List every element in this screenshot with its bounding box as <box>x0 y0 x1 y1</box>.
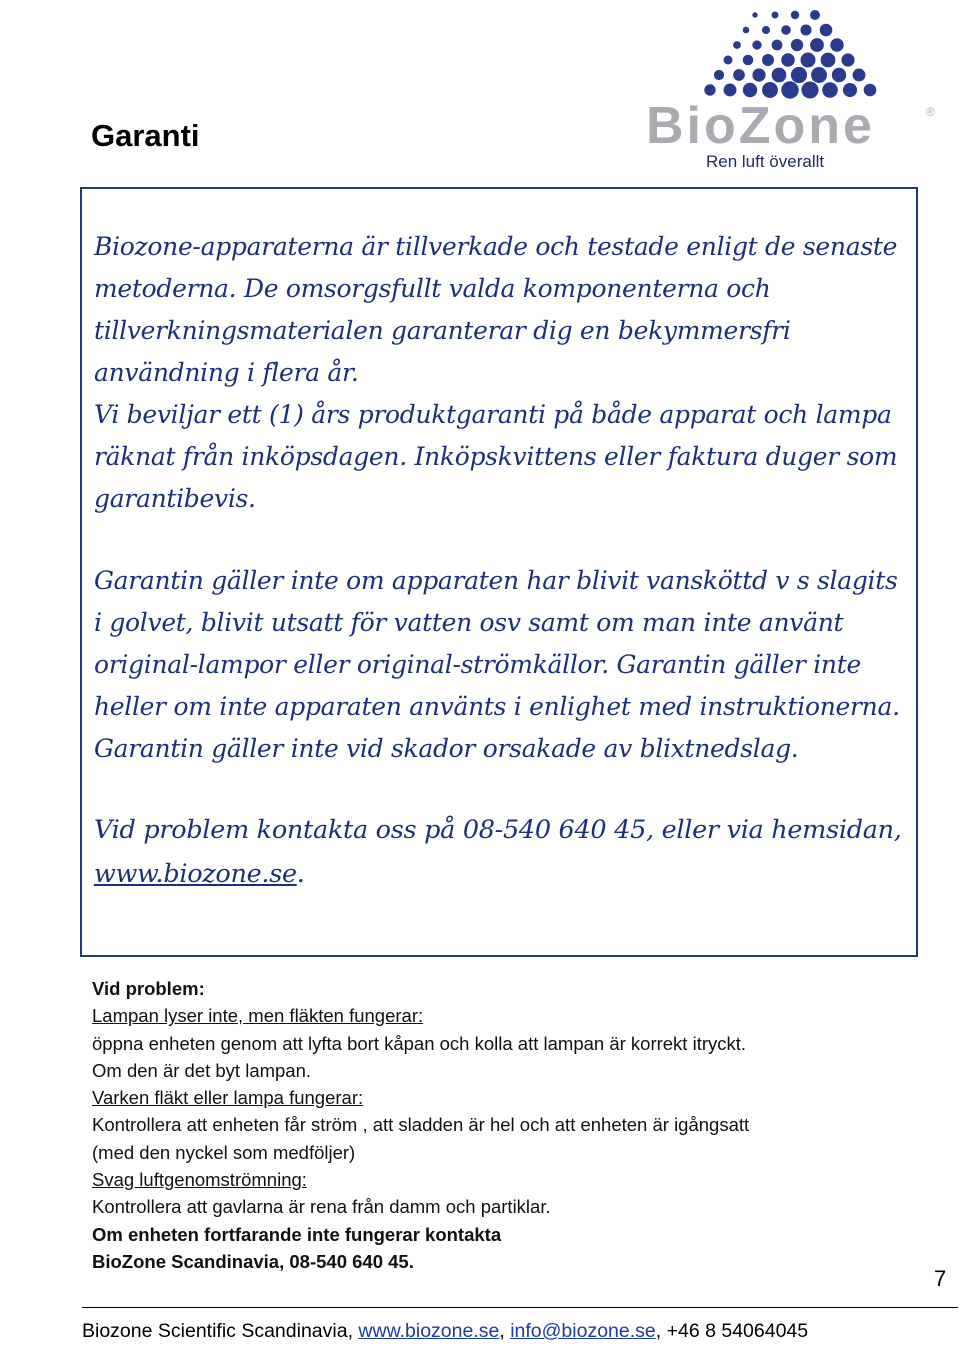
logo-dot <box>781 53 795 67</box>
logo-dot <box>752 68 765 81</box>
case-3-text: Kontrollera att gavlarna är rena från damm och partiklar. <box>92 1196 551 1218</box>
biozone-logo <box>640 4 940 174</box>
footer-divider <box>82 1307 958 1308</box>
logo-dot <box>864 84 877 97</box>
text-line: räknat från inköpsdagen. Inköpskvittens eller faktura duger som <box>94 442 898 471</box>
logo-dot <box>830 38 844 52</box>
logo-dot <box>752 40 761 49</box>
logo-dot <box>714 70 724 80</box>
logo-dot <box>791 39 803 51</box>
website-link[interactable]: www.biozone.se <box>94 859 297 889</box>
final-contact-text: Om enheten fortfarande inte fungerar kontakta <box>92 1223 502 1245</box>
logo-dot <box>704 84 715 95</box>
text-line: användning i flera år. <box>94 358 359 387</box>
logo-dot-pattern-icon <box>700 4 930 99</box>
troubleshooting-section <box>92 975 932 1275</box>
troubleshoot-heading: Vid problem: <box>92 978 205 999</box>
footer-company: Biozone Scientific Scandinavia, <box>82 1320 359 1342</box>
logo-dot <box>772 12 779 19</box>
text-line: original-lampor eller original-strömkällor. Garantin gäller inte <box>94 650 861 679</box>
logo-dot <box>820 24 833 37</box>
text-line: Vi beviljar ett (1) års produktgaranti på både apparat och lampa <box>94 400 892 429</box>
contact-link-line <box>94 852 906 896</box>
contact-period: . <box>296 859 305 889</box>
text-line: metoderna. De omsorgsfullt valda komponenterna och <box>94 274 771 303</box>
footer-phone: , +46 8 54064045 <box>655 1320 809 1342</box>
text-line: Garantin gäller inte vid skador orsakade av blixtnedslag. <box>94 734 799 763</box>
logo-wordmark-text: BioZone <box>646 100 875 150</box>
warranty-paragraph-2 <box>94 560 906 770</box>
logo-dot <box>801 81 818 98</box>
logo-dot <box>853 69 866 82</box>
logo-dot <box>733 41 741 49</box>
final-contact-text: BioZone Scandinavia, 08-540 640 45. <box>92 1250 414 1272</box>
footer-email-link[interactable]: info@biozone.se <box>510 1320 656 1342</box>
text-line: heller om inte apparaten använts i enlighet med instruktionerna. <box>94 692 900 721</box>
logo-dot <box>772 40 783 51</box>
case-2-title: Varken fläkt eller lampa fungerar: <box>92 1087 364 1109</box>
logo-dot <box>743 27 750 34</box>
logo-dot <box>762 82 778 98</box>
logo-dot <box>724 84 737 97</box>
logo-dot <box>822 82 838 98</box>
logo-dot <box>791 11 799 19</box>
logo-dot <box>821 53 836 68</box>
contact-paragraph <box>94 808 906 896</box>
logo-dot <box>772 68 787 83</box>
logo-dot <box>810 38 824 52</box>
logo-dot <box>843 83 857 97</box>
page-number: 7 <box>934 1266 947 1291</box>
logo-registered-mark: ® <box>926 105 935 119</box>
logo-dot <box>781 25 791 35</box>
logo-dot <box>811 67 827 83</box>
logo-dot <box>724 56 733 65</box>
logo-dot <box>841 53 854 66</box>
logo-dot <box>781 81 798 98</box>
case-1-text: öppna enheten genom att lyfta bort kåpan och kolla att lampan är korrekt itryckt. <box>92 1032 747 1054</box>
logo-dot <box>801 53 816 68</box>
text-line: Garantin gäller inte om apparaten har blivit vansköttd v s slagits <box>94 566 898 595</box>
case-2-text: Kontrollera att enheten får ström , att sladden är hel och att enheten är igångsatt <box>92 1114 750 1136</box>
logo-dot <box>752 12 757 17</box>
text-line: Biozone-apparaterna är tillverkade och testade enligt de senaste <box>94 232 898 261</box>
logo-dot <box>791 67 807 83</box>
case-1-text: Om den är det byt lampan. <box>92 1059 312 1081</box>
case-1-title: Lampan lyser inte, men fläkten fungerar: <box>92 1005 424 1027</box>
logo-tagline: Ren luft överallt <box>706 152 825 171</box>
text-line: tillverkningsmaterialen garanterar dig en bekymmersfri <box>94 316 791 345</box>
logo-dot <box>762 54 774 66</box>
logo-dot <box>743 55 754 66</box>
case-2-text: (med den nyckel som medföljer) <box>92 1141 356 1163</box>
logo-dot <box>810 10 820 20</box>
contact-line: Vid problem kontakta oss på 08-540 640 45, eller via hemsidan, <box>94 815 902 845</box>
logo-dot <box>743 83 757 97</box>
logo-dot <box>800 24 811 35</box>
logo-dot <box>733 69 745 81</box>
text-line: garantibevis. <box>94 484 256 513</box>
logo-wordmark <box>646 100 940 150</box>
warranty-paragraph-1 <box>94 226 906 520</box>
logo-dot <box>762 26 770 34</box>
logo-dot <box>832 68 846 82</box>
footer-separator: , <box>499 1320 511 1342</box>
footer-website-link[interactable]: www.biozone.se <box>358 1320 500 1342</box>
case-3-title: Svag luftgenomströmning: <box>92 1169 307 1191</box>
text-line: i golvet, blivit utsatt för vatten osv samt om man inte använt <box>94 608 844 637</box>
page-title: Garanti <box>91 118 200 153</box>
page-footer <box>82 1320 808 1343</box>
